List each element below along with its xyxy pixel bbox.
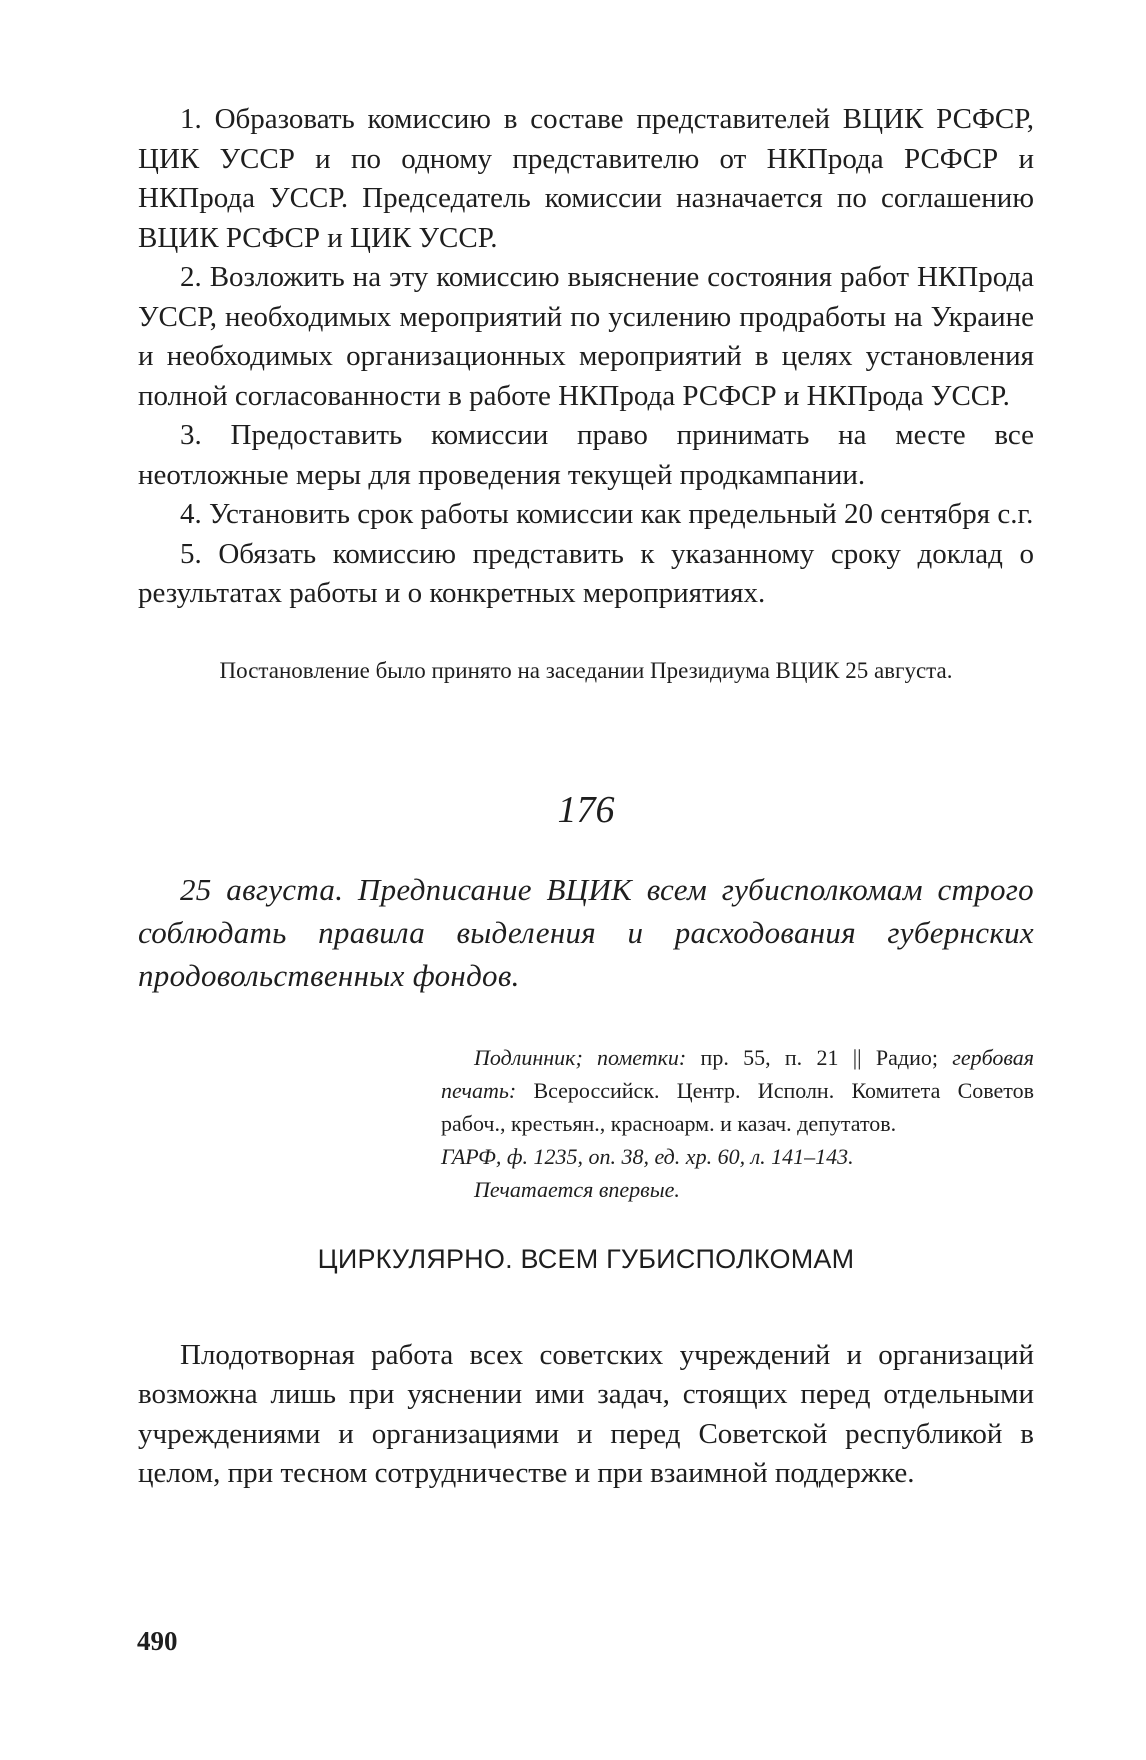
page-number: 490 [137,1626,178,1656]
publication-note: Печатается впервые. [474,1176,680,1202]
document-number: 176 [557,788,615,831]
resolution-note: Постановление было принято на заседании Президиума ВЦИК 25 августа. [219,657,953,683]
circular-heading: ЦИРКУЛЯРНО. ВСЕМ ГУБИСПОЛКОМАМ [317,1243,855,1274]
source-reference [441,1041,1034,1206]
archive-reference: ГАРФ, ф. 1235, оп. 38, ед. хр. 60, л. 141–143. [441,1143,854,1169]
source-seal-label: гербовая печать: [441,1044,1035,1103]
resolution-item-1: 1. Образовать комиссию в составе представителей ВЦИК РСФСР, ЦИК УССР и по одному представителю от НКПрода РСФСР и НКПрода УССР. Председатель комиссии назначается по соглашению ВЦИК РСФСР и ЦИК УССР. [138,103,1034,254]
resolution-item-3: 3. Предоставить комиссии право принимать на месте все неотложные меры для проведения текущей продкампании. [138,419,1034,491]
circular-body: Плодотворная работа всех советских учреждений и организаций возможна лишь при уяснении ими задач, стоящих перед отдельными учреждениями и организациями и перед Советской республикой в целом, при тесном сотрудничестве и при взаимной поддержке. [138,1338,1034,1489]
source-seal-text: Всероссийск. Центр. Исполн. Комитета Советов рабоч., крестьян., красноарм. и казач. депутатов. [441,1077,1034,1136]
source-original-label: Подлинник; пометки: [474,1044,687,1070]
source-marks: пр. 55, п. 21 || Радио; [700,1044,938,1070]
resolution-item-2: 2. Возложить на эту комиссию выяснение состояния работ НКПрода УССР, необходимых мероприятий по усилению продработы на Украине и необходимых организационных мероприятий в целях установления полной согласованности в работе НКПрода РСФСР и НКПрода УССР. [138,261,1034,412]
resolution-item-4: 4. Установить срок работы комиссии как предельный 20 сентября с.г. [180,498,1034,530]
page-content [138,100,1034,1494]
source-attributes [441,1041,1034,1140]
document-title: 25 августа. Предписание ВЦИК всем губисполкомам строго соблюдать правила выделения и расходования губернских продовольственных фондов. [138,871,1034,993]
resolution-item-5: 5. Обязать комиссию представить к указанному сроку доклад о результатах работы и о конкретных мероприятиях. [138,537,1034,609]
